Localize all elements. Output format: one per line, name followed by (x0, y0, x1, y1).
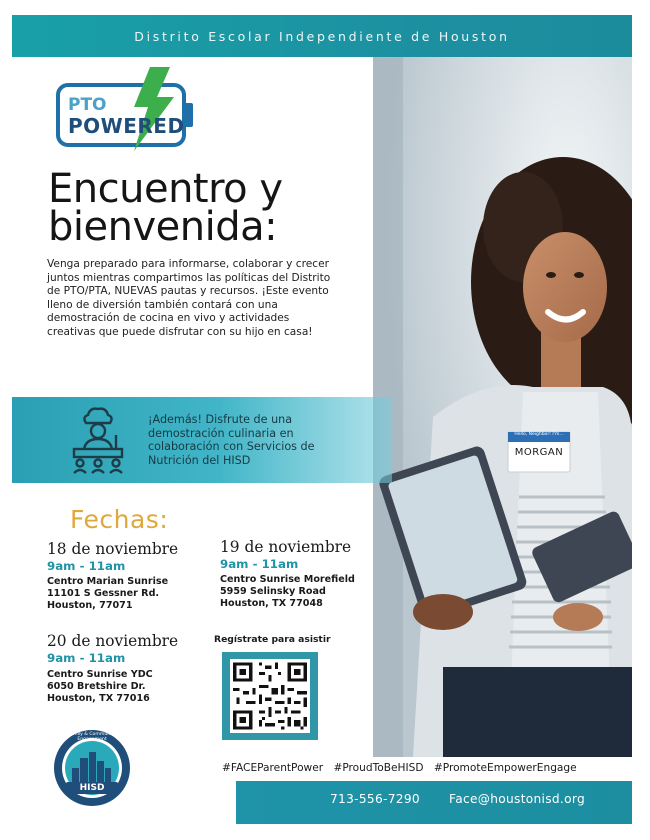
venue-city: Houston, TX 77016 (47, 693, 150, 704)
date-block-1 (47, 540, 212, 612)
date-time: 9am - 11am (47, 651, 126, 665)
venue-address: 5959 Selinsky Road (220, 586, 326, 597)
venue-name: Centro Marian Sunrise (47, 576, 169, 587)
top-banner (12, 15, 632, 57)
date-label: 20 de noviembre (47, 632, 179, 650)
qr-code-icon[interactable] (222, 652, 318, 740)
hashtag: #FACEParentPower (222, 762, 324, 774)
date-time: 9am - 11am (47, 559, 126, 573)
hashtag: #PromoteEmpowerEngage (433, 762, 577, 774)
date-block-2 (220, 538, 385, 610)
venue-city: Houston, TX 77048 (220, 598, 323, 609)
woman-photo-illustration (373, 57, 632, 757)
chef-cooking-icon (68, 405, 128, 475)
venue-address: 6050 Bretshire Dr. (47, 681, 146, 692)
hero-photo (373, 57, 632, 757)
venue-name: Centro Sunrise YDC (47, 669, 153, 680)
headline-line2: bienvenida: (48, 204, 278, 250)
register-label: Regístrate para asistir (214, 634, 331, 645)
contact-email[interactable]: Face@houstonisd.org (449, 792, 585, 806)
district-name: Distrito Escolar Independiente de Houston (134, 28, 510, 44)
pto-powered-logo (52, 67, 202, 157)
date-label: 19 de noviembre (220, 538, 352, 556)
hashtag: #ProudToBeHISD (333, 762, 424, 774)
callout-text: ¡Además! Disfrute de una demostración culinaria en colaboración con Servicios de Nutrición del HISD (148, 413, 315, 468)
contact-phone[interactable]: 713-556-7290 (330, 792, 420, 806)
logo-line2: POWERED (68, 114, 185, 138)
name-tag-text: MORGAN (514, 447, 564, 458)
date-block-3 (47, 632, 212, 705)
venue-name: Centro Sunrise Morefield (220, 574, 355, 585)
venue-address: 11101 S Gessner Rd. (47, 588, 160, 599)
fechas-title: Fechas: (70, 505, 169, 534)
venue-city: Houston, 77071 (47, 600, 133, 611)
headline (48, 166, 368, 250)
logo-line1: PTO (68, 95, 107, 115)
name-tag-header: Hello, Neighbor! I'm... (514, 432, 564, 437)
hashtags (222, 762, 632, 774)
date-label: 18 de noviembre (47, 540, 179, 558)
badge-ring-text: Family & Community Engagement (68, 732, 116, 742)
headline-line1: Encuentro y (48, 166, 283, 212)
intro-paragraph: Venga preparado para informarse, colaborar y crecer juntos mientras compartimos las políticas del Distrito de PTO/PTA, NUEVAS pautas y recursos. ¡Este evento lleno de diversión también contará con una demostración de cocina en vivo y actividades creativas que puede disfrutar con su hijo en casa! (47, 258, 331, 338)
date-time: 9am - 11am (220, 557, 299, 571)
face-hisd-badge (52, 728, 132, 808)
badge-label: HISD (79, 783, 105, 793)
